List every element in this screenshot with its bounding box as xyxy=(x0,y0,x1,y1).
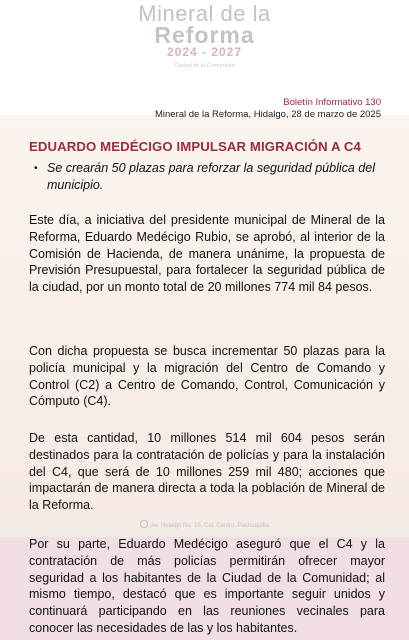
article-subhead xyxy=(34,160,378,194)
municipal-logo xyxy=(0,0,409,90)
bullet-icon: • xyxy=(34,163,38,174)
bulletin-info xyxy=(155,97,381,121)
subhead-text: Se crearán 50 plazas para reforzar la seguridad pública del municipio. xyxy=(47,161,375,192)
footer-address-text: Av. Hidalgo No. 15, Col. Centro, Pachuquilla xyxy=(151,523,269,529)
article-paragraph: Por su parte, Eduardo Medécigo aseguró que el C4 y la contratación de más policías permitirán ofrecer mayor seguridad a los habitantes de la Ciudad de la Comunidad; al mismo tiempo, destacó que es importante seguir unidos y continuará participando en las reuniones vecinales para conocer las necesidades de las y los habitantes. xyxy=(29,537,385,635)
article-paragraph: Con dicha propuesta se busca incrementar 50 plazas para la policía municipal y la migración del Centro de Comando y Control (C2) a Centro de Comando, Control, Comunicación y Cómputo (C4). xyxy=(29,344,385,409)
footer-address xyxy=(0,520,409,531)
article-paragraph: De esta cantidad, 10 millones 514 mil 604 pesos serán destinados para la contratación de policías y para la instalación del C4, que será de 10 millones 259 mil 480; acciones que impactarán de manera directa a toda la población de Mineral de la Reforma. xyxy=(29,431,385,513)
bulletin-place-date: Mineral de la Reforma, Hidalgo, 28 de marzo de 2025 xyxy=(154,109,381,120)
logo-tagline: Ciudad de la Comunidad xyxy=(174,63,235,69)
article-headline: EDUARDO MEDÉCIGO IMPULSAR MIGRACIÓN A C4 xyxy=(29,139,361,154)
bulletin-number: Boletín Informativo 130 xyxy=(283,97,381,108)
location-pin-icon xyxy=(140,520,148,528)
logo-years: 2024 - 2027 xyxy=(166,45,243,59)
logo-title-line2: Reforma xyxy=(154,22,255,48)
logo-title-line1: Mineral de la xyxy=(138,1,271,26)
article-paragraph: Este día, a iniciativa del presidente municipal de Mineral de la Reforma, Eduardo Medécigo Rubio, se aprobó, al interior de la Comisión de Hacienda, de manera unánime, la propuesta de Previsión Presupuestal, para fortalecer la seguridad pública de la ciudad, por un monto total de 20 millones 774 mil 84 pesos. xyxy=(29,213,385,295)
